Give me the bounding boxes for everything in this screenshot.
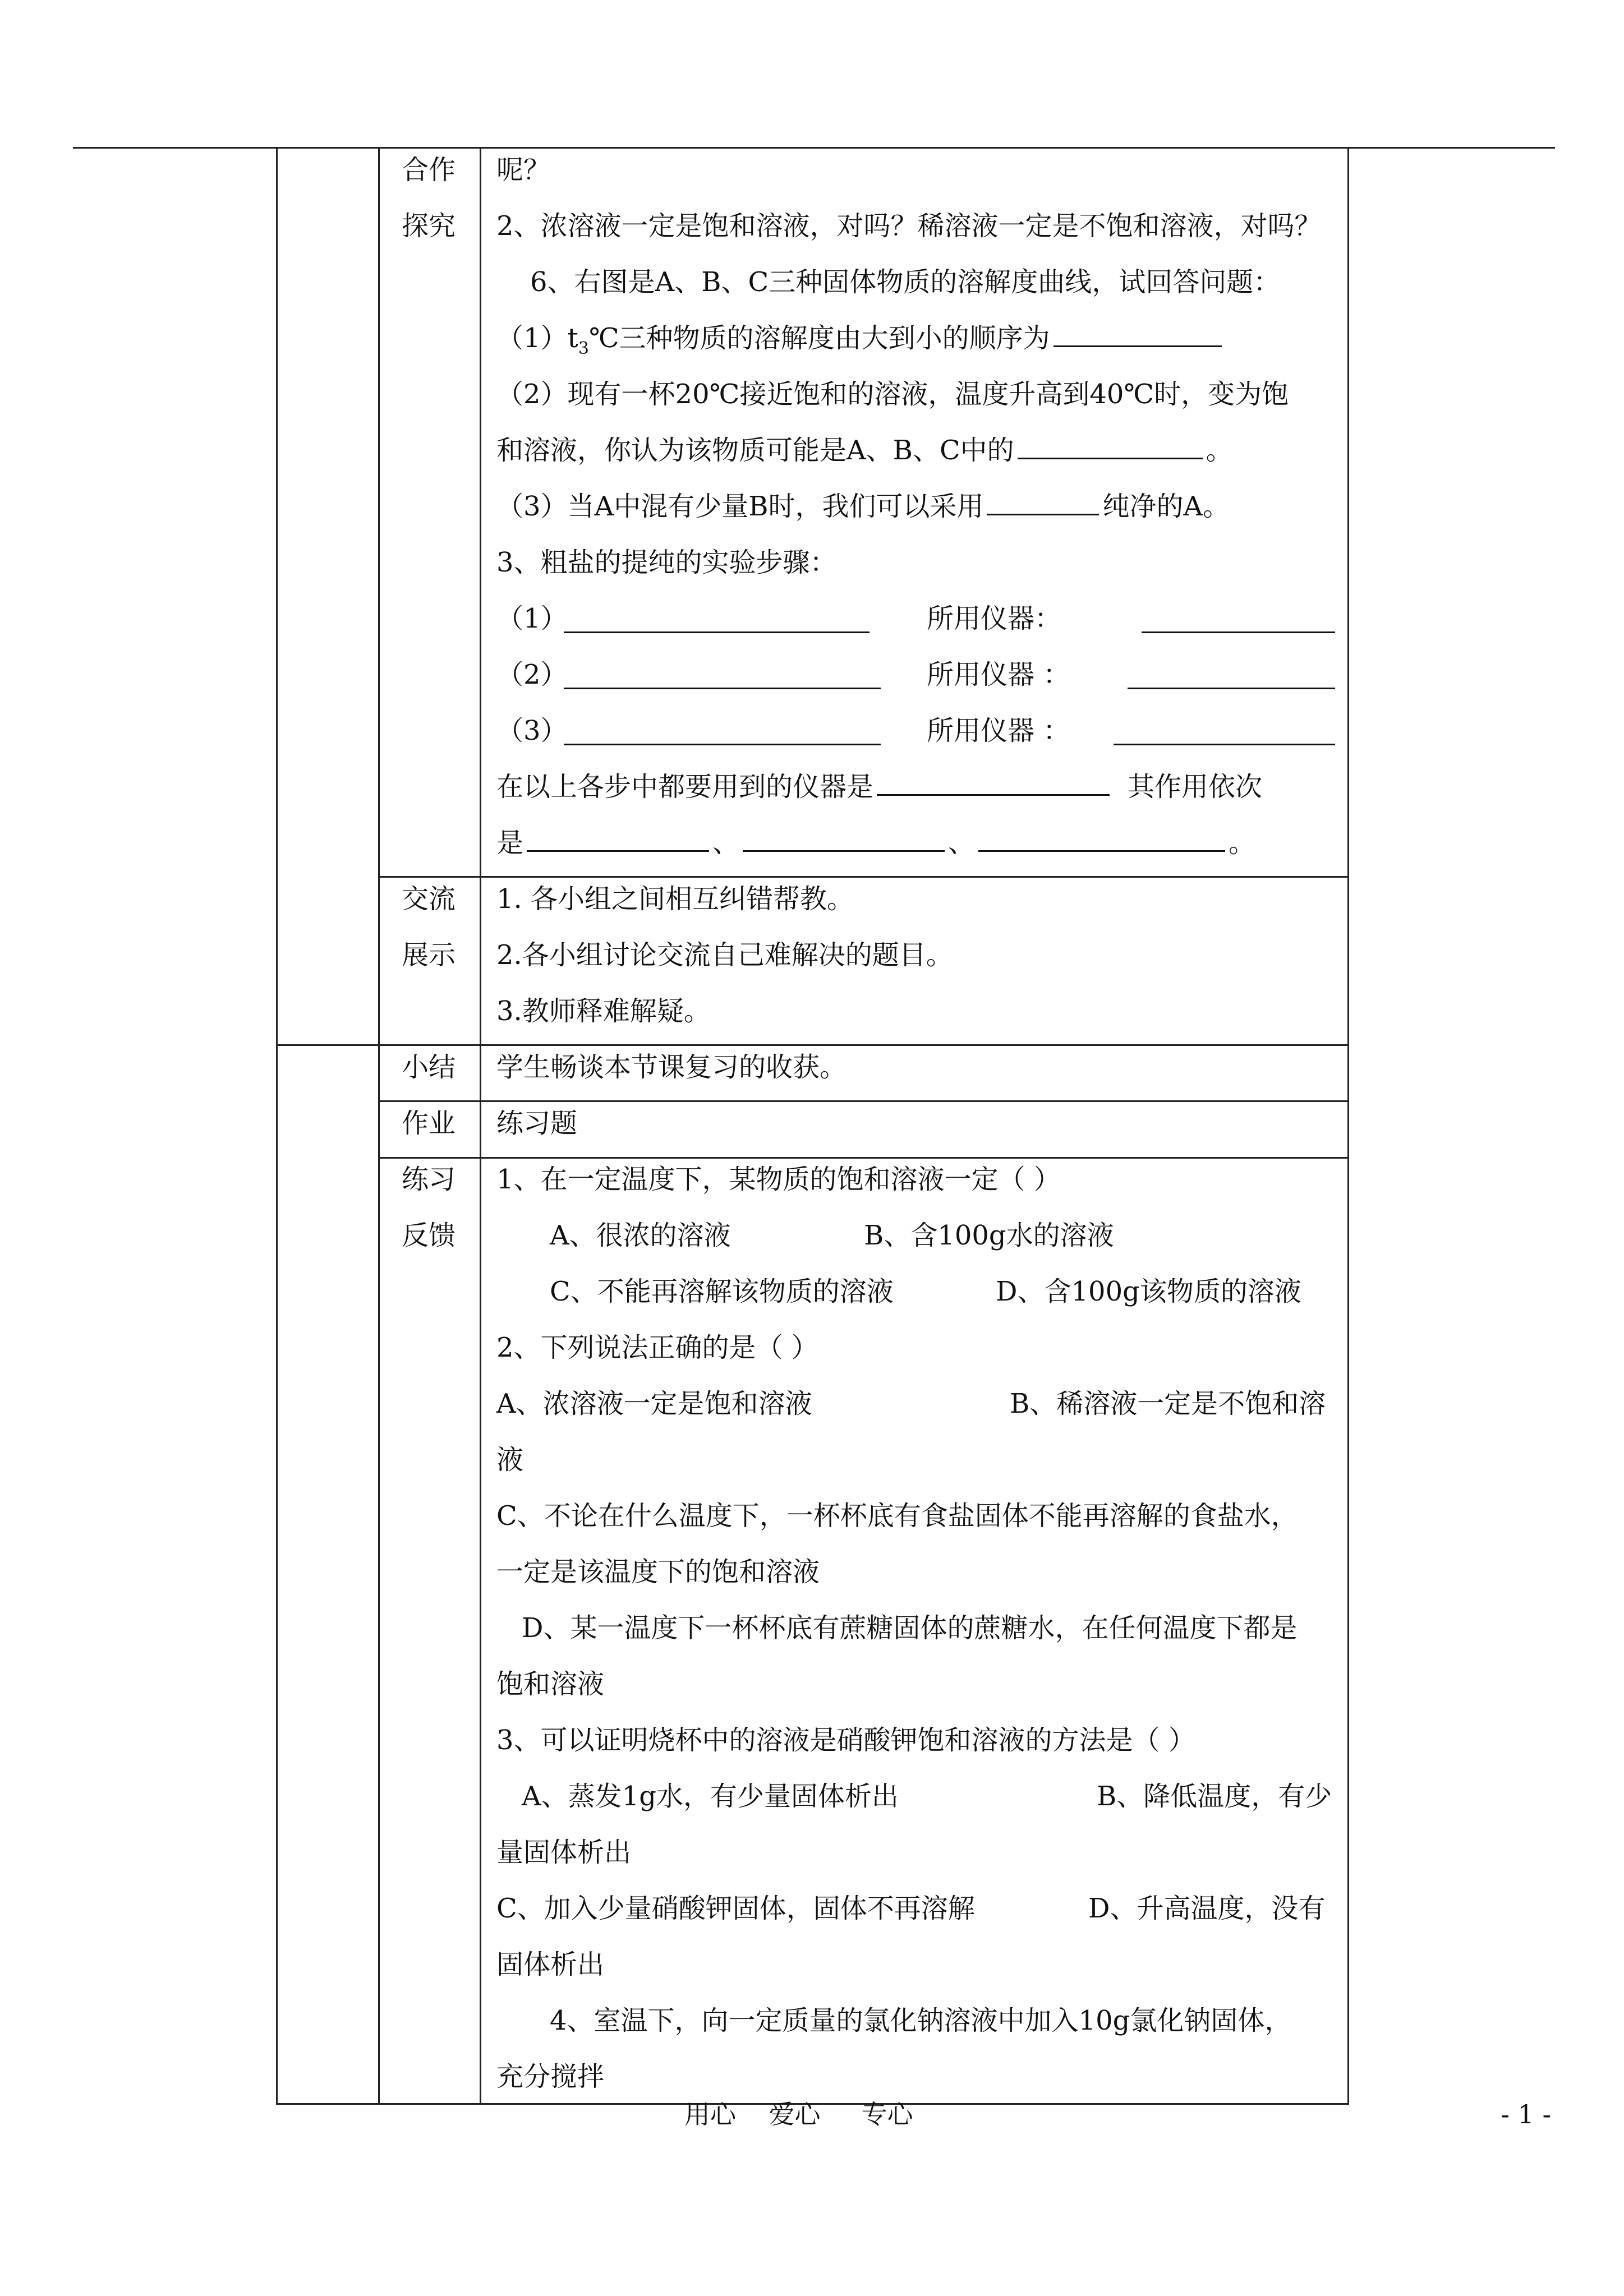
lianxi-q2-c-1: C、不论在什么温度下，一杯杯底有食盐固体不能再溶解的食盐水， [496, 1500, 1298, 1532]
label-hezuo-1: 合作 [401, 154, 456, 186]
lianxi-q2-c-2: 一定是该温度下的饱和溶液 [496, 1556, 820, 1588]
common-instrument-text: 在以上各步中都要用到的仪器是 [496, 771, 874, 803]
hezuo-line-1: 呢？ [496, 154, 551, 186]
lianxi-q3-b-cont: 量固体析出 [496, 1837, 632, 1868]
lianxi-q4-1: 4、室温下，向一定质量的氯化钠溶液中加入10g氯化钠固体， [550, 2005, 1292, 2036]
table-col-divider-2 [480, 147, 481, 2104]
lianxi-q2: 2、下列说法正确的是（ ） [496, 1332, 818, 1363]
step-2-label: （2） [496, 659, 568, 690]
q1-text: ℃三种物质的溶解度由大到小的顺序为 [588, 322, 1050, 354]
hezuo-line-5: （2）现有一杯20℃接近饱和的溶液，温度升高到40℃时，变为饱 [496, 379, 1289, 410]
hezuo-line-3: 6、右图是A、B、C三种固体物质的溶解度曲线，试回答问题： [530, 266, 1281, 298]
label-xiaojie: 小结 [401, 1052, 456, 1083]
q1-prefix: （1）t [496, 322, 578, 354]
label-zuoye: 作业 [401, 1108, 456, 1139]
lianxi-q1: 1、在一定温度下，某物质的饱和溶液一定（ ） [496, 1164, 1061, 1195]
answer-blank-2[interactable] [1018, 458, 1203, 459]
zuoye-text: 练习题 [496, 1108, 578, 1139]
hezuo-line-6 [496, 422, 1233, 478]
q2-end: 。 [1206, 435, 1233, 466]
step-1-label: （1） [496, 603, 568, 634]
label-lianxi-2: 反馈 [401, 1220, 456, 1251]
lianxi-q2-d-2: 饱和溶液 [496, 1668, 605, 1700]
xiaojie-text: 学生畅谈本节课复习的收获。 [496, 1052, 847, 1083]
hezuo-line-2: 2、浓溶液一定是饱和溶液，对吗？稀溶液一定是不饱和溶液，对吗？ [496, 210, 1322, 242]
hezuo-line-13 [496, 815, 1255, 871]
instrument-3-label: 所用仪器 ： [927, 715, 1070, 746]
lianxi-q1-d: D、含100g该物质的溶液 [996, 1276, 1301, 1307]
lianxi-q2-a: A、浓溶液一定是饱和溶液 [496, 1388, 812, 1419]
lianxi-q1-c: C、不能再溶解该物质的溶液 [550, 1276, 894, 1307]
jiaoliu-line-1: 1. 各小组之间相互纠错帮教。 [496, 883, 854, 915]
hezuo-line-12 [496, 759, 1262, 815]
role-blank-1[interactable] [527, 850, 709, 852]
lianxi-q3-c: C、加入少量硝酸钾固体，固体不再溶解 [496, 1893, 975, 1924]
role-end: 。 [1229, 827, 1256, 859]
role-text: 其作用依次 [1128, 771, 1263, 803]
t3-subscript: 3 [578, 339, 589, 358]
q2-text: 和溶液，你认为该物质可能是A、B、C中的 [496, 435, 1014, 466]
hezuo-line-7 [496, 478, 1230, 534]
instrument-1-blank[interactable] [1142, 631, 1335, 633]
footer-motto: 用心 爱心 专心 [684, 2099, 913, 2129]
role-blank-3[interactable] [978, 850, 1225, 852]
instrument-1-label: 所用仪器： [927, 603, 1062, 634]
lianxi-q4-2: 充分搅拌 [496, 2061, 605, 2092]
role-sep-1: 、 [712, 827, 740, 859]
hezuo-line-8: 3、粗盐的提纯的实验步骤： [496, 547, 837, 578]
q3-end: 纯净的A。 [1102, 491, 1230, 522]
lianxi-q3-b: B、降低温度，有少 [1097, 1781, 1332, 1812]
lianxi-q3-d-cont: 固体析出 [496, 1949, 605, 1980]
step-3-label: （3） [496, 715, 568, 746]
instrument-2-label: 所用仪器 ： [927, 659, 1070, 690]
step-2-blank[interactable] [564, 688, 881, 689]
label-hezuo-2: 探究 [401, 210, 456, 242]
instrument-3-blank[interactable] [1114, 744, 1335, 745]
answer-blank-1[interactable] [1053, 345, 1222, 347]
lianxi-q3: 3、可以证明烧杯中的溶液是硝酸钾饱和溶液的方法是（ ） [496, 1725, 1195, 1756]
lianxi-q2-b: B、稀溶液一定是不饱和溶 [1010, 1388, 1326, 1419]
jiaoliu-line-2: 2.各小组讨论交流自己难解决的题目。 [496, 939, 953, 971]
lianxi-q2-b-cont: 液 [496, 1444, 524, 1476]
step-3-blank[interactable] [564, 744, 881, 745]
lianxi-q1-a: A、很浓的溶液 [550, 1220, 731, 1251]
lianxi-q1-b: B、含100g水的溶液 [864, 1220, 1114, 1251]
role-sep-2: 、 [948, 827, 976, 859]
jiaoliu-line-3: 3.教师释难解疑。 [496, 995, 711, 1027]
label-jiaoliu-1: 交流 [401, 883, 456, 915]
role-prefix: 是 [496, 827, 524, 859]
lianxi-q3-a: A、蒸发1g水，有少量固体析出 [522, 1781, 899, 1812]
q3-text: （3）当A中混有少量B时，我们可以采用 [496, 491, 984, 522]
lianxi-q2-d-1: D、某一温度下一杯杯底有蔗糖固体的蔗糖水，在任何温度下都是 [522, 1612, 1298, 1644]
common-instrument-blank[interactable] [877, 794, 1110, 796]
page-number: - 1 - [1501, 2099, 1551, 2129]
instrument-2-blank[interactable] [1128, 688, 1335, 689]
table-border-right [1347, 147, 1349, 2104]
role-blank-2[interactable] [743, 850, 945, 852]
table-col-divider-1 [378, 147, 380, 2104]
answer-blank-3[interactable] [987, 514, 1099, 515]
label-lianxi-1: 练习 [401, 1164, 456, 1195]
table-border-left [276, 147, 278, 2104]
label-jiaoliu-2: 展示 [401, 939, 456, 971]
step-1-blank[interactable] [564, 631, 869, 633]
header-rule [73, 147, 1555, 149]
lianxi-q3-d: D、升高温度，没有 [1088, 1893, 1326, 1924]
